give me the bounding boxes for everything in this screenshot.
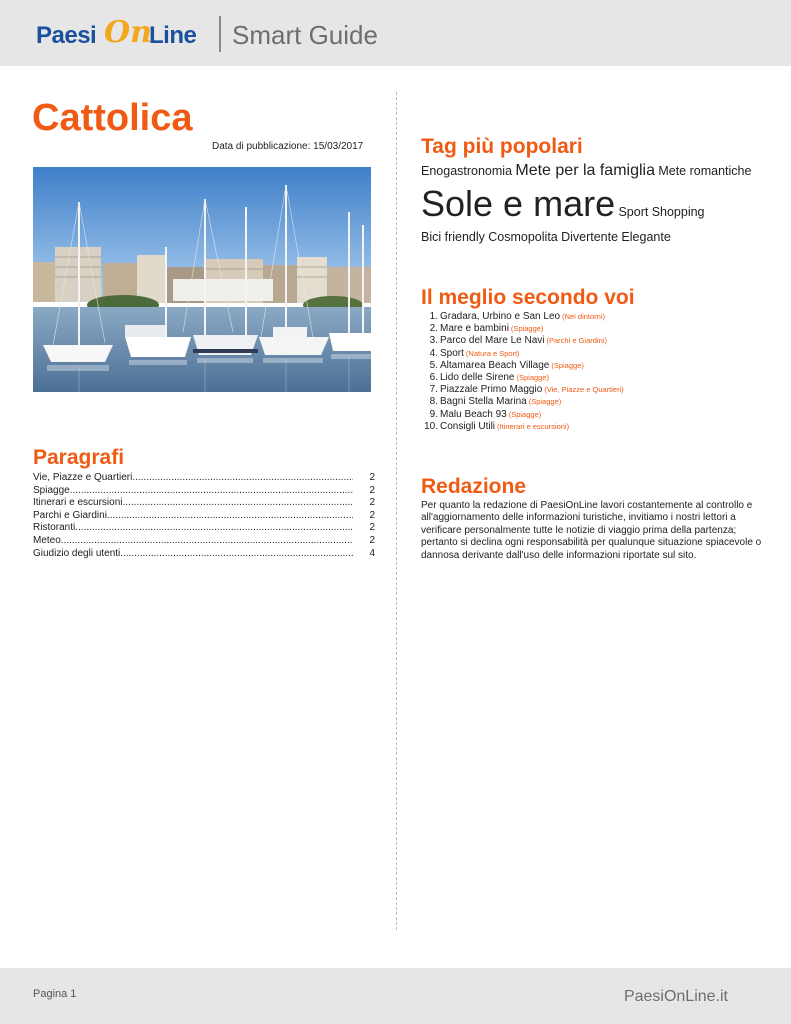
toc-row[interactable] (33, 485, 375, 498)
list-item-number: 8. (429, 396, 438, 408)
list-item[interactable] (421, 360, 624, 372)
list-item-category: (Spiagge) (528, 397, 562, 407)
list-item-number: 2. (429, 323, 438, 335)
header-title: Smart Guide (232, 20, 378, 50)
toc-leader (122, 497, 353, 510)
toc-row[interactable] (33, 548, 375, 561)
toc-leader (107, 510, 353, 523)
page-title: Cattolica (32, 97, 193, 139)
paragrafi-heading: Paragrafi (33, 446, 125, 469)
list-item-name: Gradara, Urbino e San Leo (440, 311, 561, 322)
list-item[interactable] (421, 348, 624, 360)
logo-on: On (104, 15, 152, 50)
list-item-name: Consigli Utili (440, 420, 496, 432)
list-item-name: Bagni Stella Marina (440, 396, 527, 408)
toc-leader (120, 548, 353, 561)
column-divider (396, 92, 397, 930)
toc-page: 4 (369, 547, 375, 559)
tags-heading: Tag più popolari (421, 135, 583, 158)
list-item[interactable] (421, 311, 624, 323)
list-item-category: (Vie, Piazze e Quartieri) (544, 385, 624, 395)
toc-leader (75, 522, 353, 535)
toc-label: Vie, Piazze e Quartieri (33, 472, 133, 483)
list-item[interactable] (421, 396, 624, 408)
toc-page: 2 (369, 497, 375, 509)
header-divider (219, 16, 221, 52)
page-header (0, 0, 791, 66)
list-item-category: (Spiagge) (551, 360, 584, 370)
list-item-name: Piazzale Primo Maggio (440, 384, 543, 396)
toc-label: Parchi e Giardini (33, 509, 107, 521)
list-item-name: Parco del Mare Le Navi (440, 335, 545, 347)
list-item-number: 4. (429, 347, 438, 359)
toc-label: Spiagge (33, 484, 70, 496)
publication-date: Data di pubblicazione: 15/03/2017 (212, 141, 364, 152)
toc-page: 2 (369, 534, 375, 546)
list-item[interactable] (421, 323, 624, 335)
logo-line: Line (149, 22, 197, 49)
toc-page: 2 (369, 484, 375, 496)
list-item-name: Altamarea Beach Village (440, 359, 550, 371)
list-item-category: (Spiagge) (510, 324, 544, 334)
tag-link[interactable]: Sole e mare (421, 183, 616, 224)
tag-link[interactable]: Mete romantiche (658, 164, 752, 178)
toc-label: Ristoranti (33, 522, 76, 534)
list-item-number: 3. (429, 335, 438, 347)
meglio-heading: Il meglio secondo voi (421, 286, 635, 309)
meglio-list (421, 311, 624, 433)
list-item-number: 1. (429, 311, 438, 322)
toc-page: 2 (369, 509, 375, 521)
list-item-number: 7. (429, 384, 438, 396)
list-item-category: (Itinerari e escursioni) (497, 421, 570, 431)
tag-cloud (421, 160, 766, 248)
list-item-name: Mare e bambini (440, 323, 509, 335)
toc-leader (61, 535, 353, 548)
toc-label: Itinerari e escursioni (33, 497, 123, 509)
list-item-number: 5. (429, 359, 438, 371)
tag-link[interactable]: Sport (618, 205, 649, 219)
toc-leader (132, 472, 353, 485)
page-number: Pagina 1 (33, 988, 77, 1000)
page-footer (0, 968, 791, 1024)
redazione-text: Per quanto la redazione di PaesiOnLine lavori costantemente al controllo e all'aggiornamento delle informazioni turistiche, invitiamo i nostri lettori a verificare personalmente tutte le notizie di viaggio prima della partenza; pertanto si declina ogni responsabilità per qualunque situazione spiacevole o dannosa derivante dall'uso delle informazioni riportate sul sito. (421, 500, 762, 561)
list-item-category: (Spiagge) (508, 409, 542, 419)
toc-page: 2 (369, 522, 375, 534)
cattolica-harbor-photo (33, 167, 371, 392)
list-item[interactable] (421, 384, 624, 396)
list-item-name: Sport (440, 347, 464, 359)
site-link[interactable]: PaesiOnLine.it (623, 988, 728, 1005)
list-item-number: 10. (424, 420, 438, 432)
list-item[interactable] (421, 372, 624, 384)
logo-paesi: Paesi (36, 22, 97, 49)
toc-row[interactable] (33, 510, 375, 523)
list-item-category: (Parchi e Giardini) (546, 336, 607, 346)
toc-row[interactable] (33, 497, 375, 510)
tag-link[interactable]: Bici friendly (421, 230, 485, 244)
toc-page: 2 (369, 472, 375, 483)
redazione-heading: Redazione (421, 475, 527, 498)
list-item[interactable] (421, 409, 624, 421)
tag-link[interactable]: Enogastronomia (421, 164, 513, 178)
tag-link[interactable]: Elegante (621, 230, 671, 244)
tag-link[interactable]: Shopping (651, 205, 705, 219)
list-item[interactable] (421, 335, 624, 347)
list-item-number: 6. (429, 372, 438, 384)
tag-link[interactable]: Divertente (561, 230, 619, 244)
list-item[interactable] (421, 421, 624, 433)
toc-label: Meteo (33, 534, 61, 546)
list-item-category: (Nei dintorni) (562, 312, 606, 321)
toc-row[interactable] (33, 522, 375, 535)
list-item-number: 9. (429, 408, 438, 420)
list-item-category: (Natura e Sport) (465, 348, 520, 358)
tag-link[interactable]: Mete per la famiglia (515, 162, 655, 179)
list-item-category: (Spiagge) (516, 373, 550, 383)
list-item-name: Malu Beach 93 (440, 408, 507, 420)
list-item-name: Lido delle Sirene (440, 372, 515, 384)
paragrafi-index (33, 472, 375, 560)
tag-link[interactable]: Cosmopolita (488, 230, 558, 244)
toc-leader (70, 485, 353, 498)
toc-row[interactable] (33, 535, 375, 548)
toc-row[interactable] (33, 472, 375, 485)
toc-label: Giudizio degli utenti (33, 547, 121, 559)
